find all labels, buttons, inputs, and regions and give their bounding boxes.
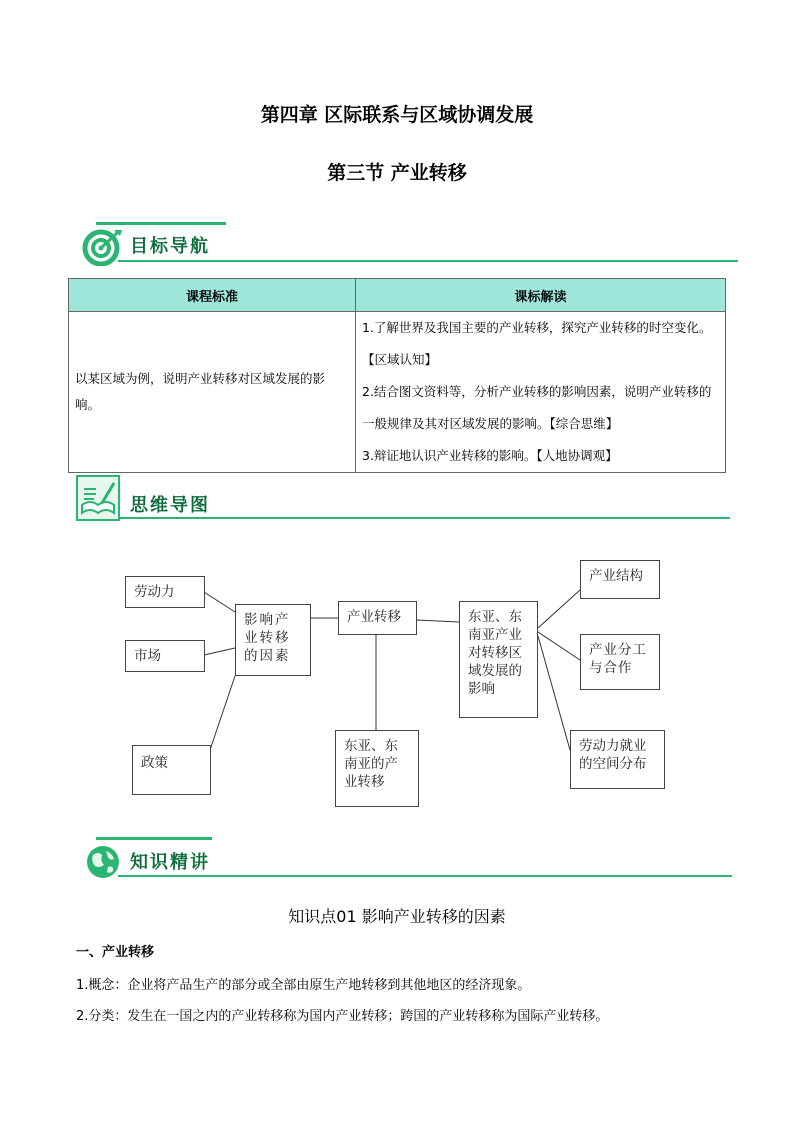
node-impact: 东亚、东南亚产业对转移区域发展的影响 bbox=[459, 601, 538, 718]
globe-icon bbox=[84, 843, 122, 881]
node-factors: 影响产业转移的因素 bbox=[235, 604, 311, 676]
node-division: 产业分工与合作 bbox=[580, 634, 660, 690]
goal-nav-label: 目标导航 bbox=[130, 236, 210, 257]
node-policy: 政策 bbox=[132, 745, 211, 795]
node-market: 市场 bbox=[125, 640, 205, 672]
knowledge-heading: 一、产业转移 bbox=[76, 945, 155, 960]
standard-cell: 以某区域为例，说明产业转移对区域发展的影响。 bbox=[69, 312, 356, 473]
paragraph-2: 2.分类：发生在一国之内的产业转移称为国内产业转移；跨国的产业转移称为国际产业转移。 bbox=[76, 1009, 609, 1024]
interpretation-item-3: 3.辩证地认识产业转移的影响。【人地协调观】 bbox=[362, 448, 618, 463]
paragraph-1: 1.概念：企业将产品生产的部分或全部由原生产地转移到其他地区的经济现象。 bbox=[76, 978, 531, 993]
chapter-title: 第四章 区际联系与区域协调发展 bbox=[260, 104, 534, 126]
node-employment: 劳动力就业的空间分布 bbox=[570, 730, 665, 789]
node-east-asia: 东亚、东南亚的产业转移 bbox=[335, 730, 419, 807]
knowledge-label: 知识精讲 bbox=[130, 852, 210, 873]
node-labor: 劳动力 bbox=[125, 576, 205, 608]
knowledge-header bbox=[82, 837, 742, 887]
knowledge-point-title: 知识点01 影响产业转移的因素 bbox=[288, 907, 506, 926]
interpretation-item-1: 1.了解世界及我国主要的产业转移，探究产业转移的时空变化。【区域认知】 bbox=[362, 320, 712, 367]
mind-map-label: 思维导图 bbox=[130, 495, 210, 516]
node-structure: 产业结构 bbox=[580, 560, 660, 599]
header-interpretation: 课标解读 bbox=[356, 279, 726, 312]
node-transfer: 产业转移 bbox=[338, 601, 417, 635]
interpretation-item-2: 2.结合图文资料等，分析产业转移的影响因素，说明产业转移的一般规律及其对区域发展的影响。【综合思维】 bbox=[362, 384, 712, 431]
section-title: 第三节 产业转移 bbox=[327, 162, 467, 184]
header-standard: 课程标准 bbox=[69, 279, 356, 312]
